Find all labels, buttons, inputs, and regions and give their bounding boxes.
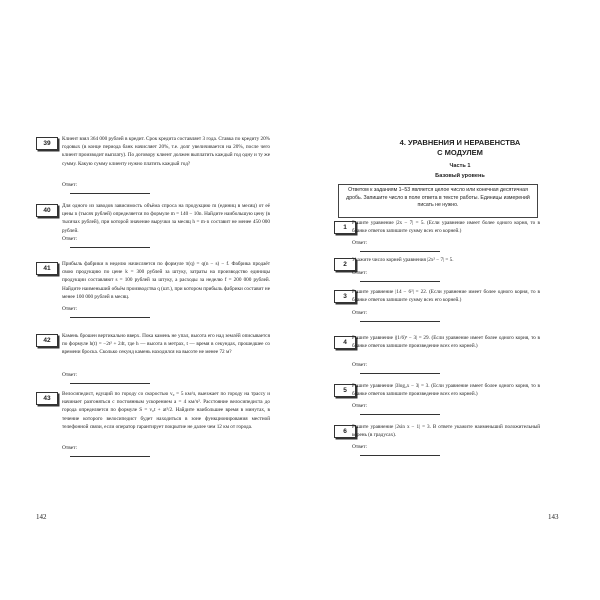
task-number: 39 <box>36 137 58 150</box>
task-number: 2 <box>334 258 356 271</box>
task-number: 40 <box>36 204 58 217</box>
answer-label: Ответ: <box>62 182 78 188</box>
task-text: Велосипедист, едущий по городу со скоростью v₀ = 5 км/ч, выезжает по городу на трассу и начинает разгоняться с постоянным ускорением a = 4 км/ч². Расстояние велосипедиста до города определяется по формуле S = v₀t + at²/2. Найдите наибольшее время в минутах, в течение которого велосипедист будет находиться в зоне функционирования местной телефонной связи, если оператор гарантирует покрытие не далее чем 12 км от города. <box>62 391 270 430</box>
answer-label: Ответ: <box>352 240 368 246</box>
task-number: 42 <box>36 334 58 347</box>
task-text: Клиент взял 364 000 рублей в кредит. Срок кредита составляет 3 года. Ставка по кредиту 20% годовых (в конце периода банк начисляет 20%, т.е. долг увеличивается на 20%, после чего клиент производит выплату). По договору клиент должен выплатить каждый год одну и ту же сумму. Какую сумму клиенту нужно платить каждый год? <box>62 136 270 167</box>
answer-label: Ответ: <box>62 236 78 242</box>
answer-label: Ответ: <box>62 372 78 378</box>
task-number: 5 <box>334 384 356 397</box>
answer-field[interactable] <box>352 403 440 415</box>
answer-field[interactable] <box>352 362 440 374</box>
task-text: Укажите число корней уравнения |2x² − 7| = 5. <box>352 257 454 263</box>
answer-field[interactable] <box>352 240 440 252</box>
task-number: 1 <box>334 221 356 234</box>
task-text: Решите уравнение |14 − 6²| = 22. (Если уравнение имеет более одного корня, то в бланке ответов запишите сумму всех его корней.) <box>352 289 540 304</box>
chapter-title-line2: С МОДУЛЕМ <box>437 148 483 157</box>
answer-label: Ответ: <box>352 403 368 409</box>
answer-label: Ответ: <box>62 306 78 312</box>
answer-label: Ответ: <box>352 362 368 368</box>
task-number: 3 <box>334 290 356 303</box>
chapter-title <box>365 138 555 158</box>
answer-label: Ответ: <box>352 444 368 450</box>
answer-field[interactable] <box>62 306 150 318</box>
page-number: 142 <box>36 513 47 521</box>
answer-label: Ответ: <box>352 270 368 276</box>
task-text: Решите уравнение |2sin x − 1| = 3. В ответе укажите наименьший положительный корень (в градусах). <box>352 424 540 439</box>
task-text: Решите уравнение |(1/6)ˣ − 3| = 29. (Если уравнение имеет более одного корня, то в бланке ответов запишите произведение всех его корней.) <box>352 335 540 350</box>
task-text: Прибыль фабрики в неделю начисляется по формуле π(q) = q(n − s) − f. Фабрика продаёт свою продукцию по цене k = 300 рублей за штуку, затраты на производство единицы продукции составляют s = 100 рублей за штуку, а расходы за неделю f = 200 000 рублей. Найдите наименьший объём производства q (шт.), при котором прибыль фабрики составит не менее 100 000 рублей в месяц. <box>62 261 270 300</box>
answer-field[interactable] <box>352 310 440 322</box>
task-text: Решите уравнение |2x − 7| = 5. (Если уравнение имеет более одного корня, то в бланке ответов запишите сумму всех его корней.) <box>352 220 540 235</box>
answer-field[interactable] <box>352 270 440 282</box>
task-number: 43 <box>36 392 58 405</box>
chapter-title-line1: 4. УРАВНЕНИЯ И НЕРАВЕНСТВА <box>399 138 521 147</box>
answer-label: Ответ: <box>62 445 78 451</box>
answer-field[interactable] <box>62 182 150 194</box>
answer-field[interactable] <box>62 372 150 384</box>
task-number: 4 <box>334 336 356 349</box>
answer-field[interactable] <box>62 445 150 457</box>
answer-label: Ответ: <box>352 310 368 316</box>
task-text: Решите уравнение |3log₂x − 3| = 3. (Если уравнение имеет более одного корня, то в бланке ответов запишите произведение всех его корней.) <box>352 383 540 398</box>
task-text: Для одного из заводов зависимость объёма спроса на продукцию m (единиц в месяц) от её цены n (тысяч рублей) определяется по формуле m = 140 − 10n. Найдите наибольшую цену (в тысячах рублей), при которой значение выручки за месяц h = m·n составит не менее 450 000 рублей. <box>62 203 270 234</box>
instructions-box: Ответом к заданиям 1–53 является целое число или конечная десятичная дробь. Запишите число в поле ответа в тексте работы. Единицы измерений писать не нужно. <box>338 184 538 218</box>
page-number: 143 <box>548 513 559 521</box>
task-number: 41 <box>36 262 58 275</box>
part-label: Часть 1 <box>449 163 471 169</box>
answer-field[interactable] <box>352 444 440 456</box>
answer-field[interactable] <box>62 236 150 248</box>
level-label: Базовый уровень <box>435 173 485 179</box>
task-text: Камень брошен вертикально вверх. Пока камень не упал, высота его над землёй описывается по формуле h(t) = −2t² + 24t, где h — высота в метрах, t — время в секундах, прошедшее со времени броска. Сколько секунд камень находился на высоте не менее 72 м? <box>62 333 270 356</box>
task-number: 6 <box>334 425 356 438</box>
